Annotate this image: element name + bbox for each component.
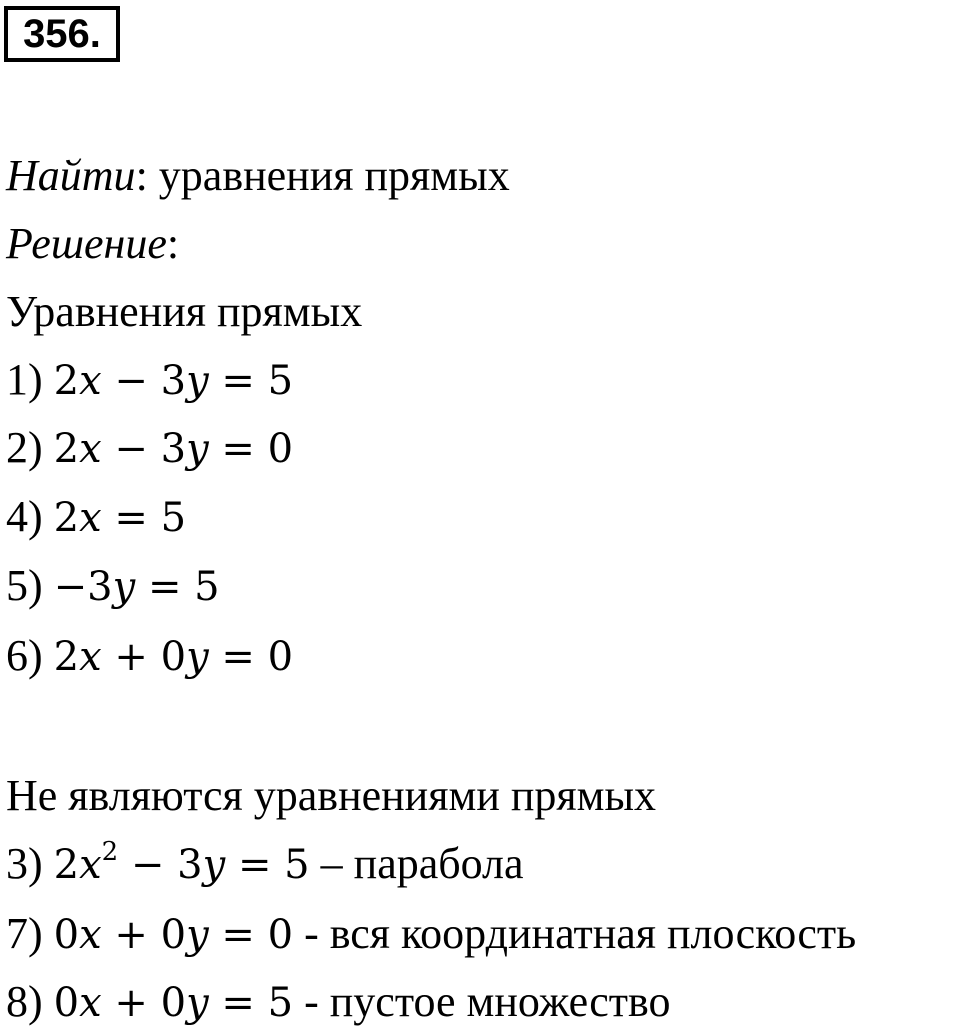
equation: 2x = 5	[53, 495, 187, 541]
solution-label: Решение	[6, 219, 167, 268]
find-label: Найти	[6, 151, 136, 200]
equation-note: - пустое множество	[293, 977, 671, 1026]
equation-base: 2x	[53, 842, 102, 888]
equation-number: 8)	[6, 977, 54, 1026]
equation: 0x + 0y = 0	[53, 912, 294, 958]
line-equation-4	[6, 491, 186, 544]
equation	[53, 837, 310, 888]
non-line-equation-7	[6, 908, 856, 961]
equation: 2x − 3y = 5	[53, 358, 294, 404]
equation-number: 6)	[6, 631, 54, 680]
line-equation-5	[6, 560, 220, 613]
solution-line	[6, 218, 179, 270]
line-equation-2	[6, 422, 293, 475]
equation: 2x − 3y = 0	[53, 426, 294, 472]
non-line-equation-3	[6, 838, 524, 891]
equation-number: 2)	[6, 423, 54, 472]
problem-number: 356.	[4, 6, 120, 62]
equation-note: – парабола	[309, 839, 524, 888]
equation-number: 7)	[6, 909, 54, 958]
equation-number: 4)	[6, 492, 54, 541]
equation-number: 3)	[6, 839, 54, 888]
non-lines-heading: Не являются уравнениями прямых	[6, 771, 657, 820]
equation: 0x + 0y = 5	[53, 980, 294, 1026]
equation-rest: − 3y = 5	[118, 842, 310, 888]
equation-number: 1)	[6, 355, 54, 404]
find-text: : уравнения прямых	[135, 151, 510, 200]
solution-text: :	[166, 219, 180, 268]
find-line	[6, 150, 510, 202]
equation-number: 5)	[6, 561, 54, 610]
equation: −3y = 5	[53, 564, 220, 610]
line-equation-1	[6, 354, 293, 407]
non-line-equation-8	[6, 976, 671, 1029]
equation-note: - вся координатная плоскость	[293, 909, 857, 958]
equation-exponent: 2	[101, 837, 119, 867]
line-equation-6	[6, 630, 293, 683]
lines-heading: Уравнения прямых	[6, 287, 363, 336]
equation: 2x + 0y = 0	[53, 634, 294, 680]
